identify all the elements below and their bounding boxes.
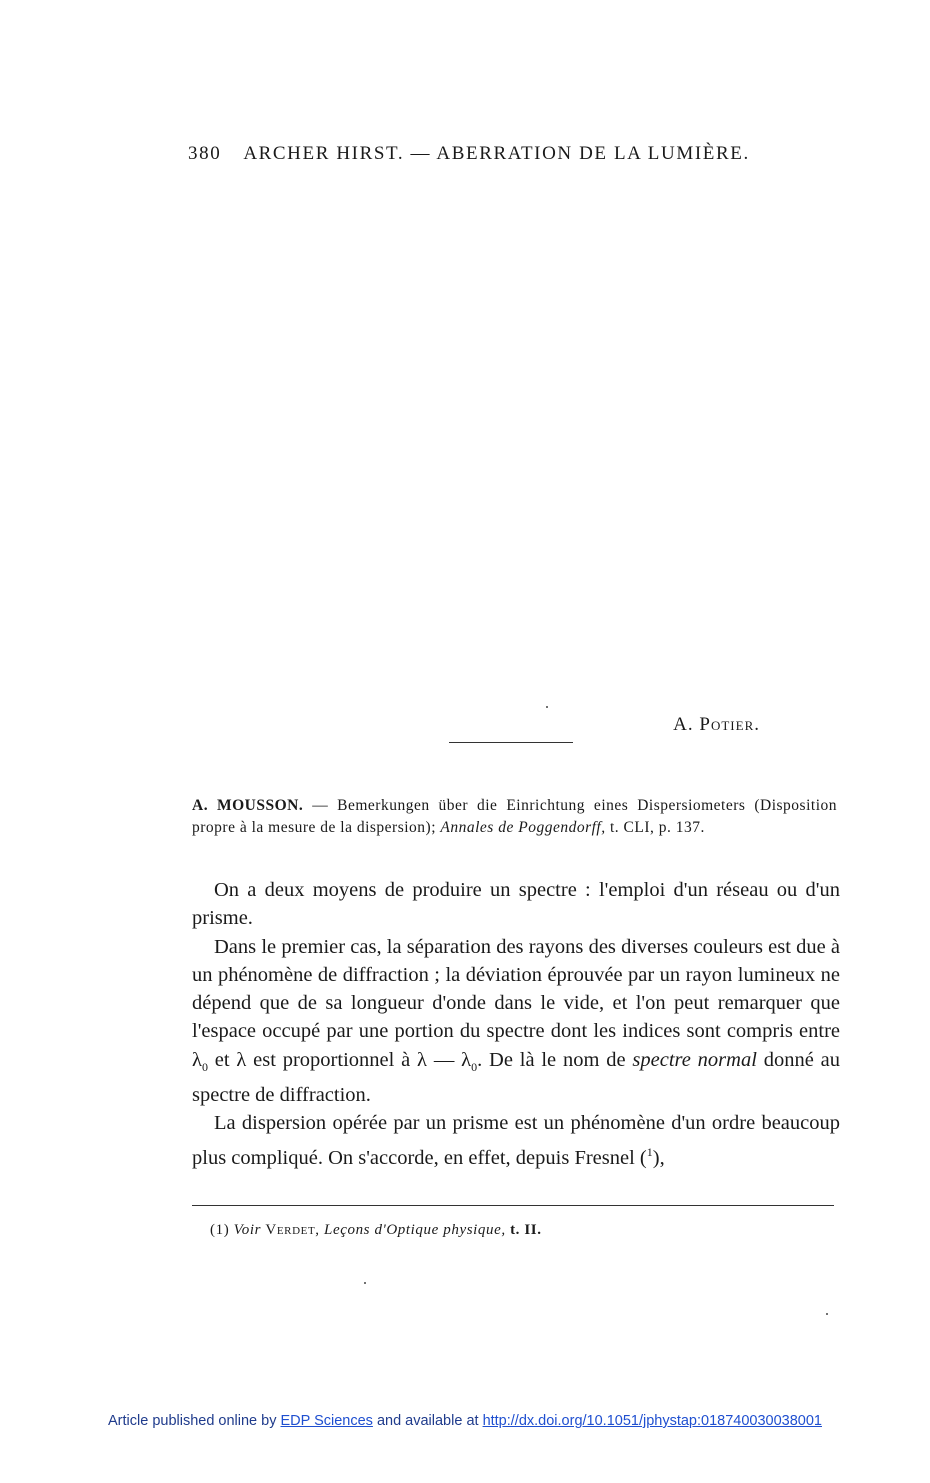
publisher-middle: and available at	[376, 1413, 479, 1429]
footnote-reference[interactable]: 1	[646, 1144, 653, 1159]
p2-text-b: et λ est proportionnel à λ — λ	[207, 1048, 472, 1071]
section-separator	[449, 742, 573, 743]
signature-name: Potier.	[699, 714, 760, 735]
footnote-voir: Voir	[233, 1222, 262, 1238]
footnote	[210, 1222, 810, 1239]
p2-text-c: . De là le nom de	[477, 1048, 633, 1071]
footnote-volume: t. II.	[510, 1222, 542, 1238]
subscript-zero: 0	[201, 1059, 208, 1074]
p2-text-a: Dans le premier cas, la séparation des rayons des diverses couleurs est due à un phénomène de diffraction ; la déviation éprouvée par un rayon lumineux ne dépend que de sa longueur d'onde dans le vide, et l'on peut remarquer que l'espace occupé par une portion du spectre dont les indices sont compris entre λ	[192, 935, 840, 1071]
footnote-title: Leçons d'Optique physique,	[324, 1222, 506, 1238]
subscript-zero: 0	[471, 1059, 478, 1074]
footnote-author: Verdet,	[265, 1222, 320, 1238]
paragraph-1: On a deux moyens de produire un spectre : l'emploi d'un réseau ou d'un prisme.	[192, 879, 840, 930]
author-signature	[560, 714, 760, 736]
p2-text-d: donné au spectre de diffraction.	[192, 1048, 840, 1107]
bibliographic-entry	[192, 795, 837, 839]
spectre-normal-term: spectre normal	[632, 1048, 757, 1071]
p3-text: La dispersion opérée par un prisme est un phénomène d'un ordre beaucoup plus compliqué. On s'accorde, en effet, depuis Fresnel (	[192, 1112, 840, 1169]
print-speck	[546, 706, 548, 708]
paragraph-3	[192, 1109, 840, 1171]
print-speck	[364, 1282, 366, 1284]
publisher-prefix: Article published online by	[108, 1413, 277, 1429]
running-title: ARCHER HIRST. — ABERRATION DE LA LUMIÈRE.	[243, 143, 750, 164]
bib-title: Bemerkungen über die Einrichtung eines Dispersiometers (Disposition propre à la mesure de la dispersion);	[192, 797, 838, 836]
bib-author: A. MOUSSON.	[192, 797, 304, 814]
page-number: 380	[188, 143, 222, 164]
footnote-marker: (1)	[210, 1222, 230, 1238]
bib-dash: —	[312, 797, 329, 814]
bib-reference: t. CLI, p. 137.	[609, 819, 705, 836]
print-speck	[826, 1313, 828, 1315]
publisher-footer	[0, 1413, 930, 1429]
bib-journal: Annales de Poggendorff,	[440, 819, 606, 836]
edp-sciences-link[interactable]: EDP Sciences	[280, 1413, 373, 1429]
paragraph-2	[192, 933, 840, 1110]
signature-initial: A.	[673, 714, 694, 735]
running-header	[188, 143, 808, 165]
body-text	[192, 876, 840, 1172]
p3-end: ),	[652, 1146, 665, 1169]
doi-link[interactable]: http://dx.doi.org/10.1051/jphystap:018740030038001	[482, 1413, 822, 1429]
footnote-rule	[192, 1205, 834, 1206]
